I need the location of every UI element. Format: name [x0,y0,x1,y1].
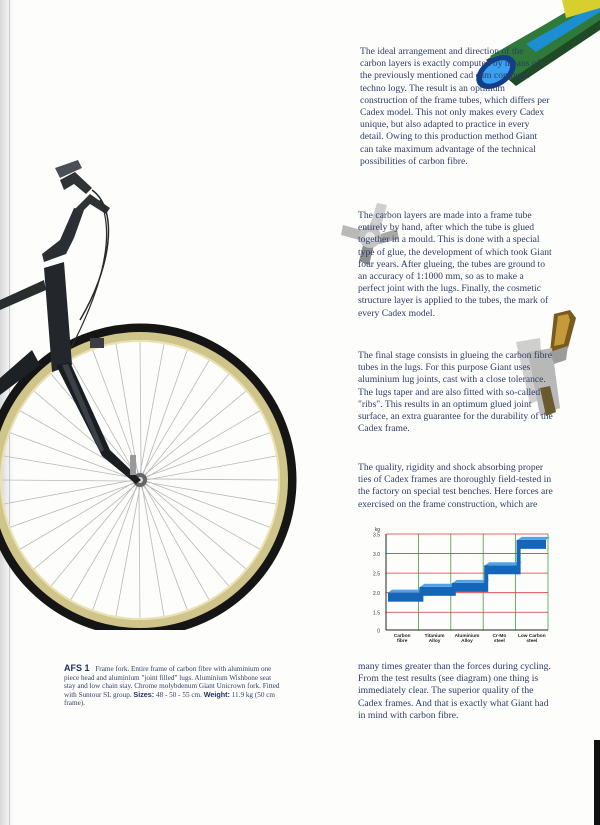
chart-bar-top [388,590,424,593]
chart-bar-riser [419,587,423,602]
paragraph-testing: The quality, rigidity and shock absorbing proper ties of Cadex frames are thoroughly field-tested in the factory on special test benches. Here forces are exercised on the frame construction, which are [358,462,553,510]
model-caption [64,664,284,708]
chart-bar [420,587,452,596]
wheel-spoke [144,391,246,475]
wheel-spoke [20,482,134,549]
chart-bar [518,540,546,549]
bicycle-image [0,150,320,630]
sizes-label: Sizes: [133,689,155,699]
paragraph-carbon-layers: The ideal arrangement and direction of the carbon layers is exactly computed by means of the previously mentioned cad cam computer techno logy. The result is an optimum construction of the frame tubes, which differs per Cadex model. This not only makes every Cadex unique, but also adapted to practice in every detail. Owing to this production method Giant can take maximum advantage of the technical possibilities of carbon fibre. [360,46,550,167]
wheel-spoke [2,480,134,481]
wheel-spoke [146,411,260,478]
weight-value: 11.9 kg (50 cm frame). [64,690,275,708]
wheel-spoke [71,486,138,600]
weight-label: Weight: [203,689,230,699]
chart-y-tick-label: 0 [377,628,380,635]
chart-y-tick-label: 2.5 [373,571,380,578]
weight-comparison-chart [358,522,570,652]
sizes-value: 48 - 50 - 55 cm. [156,690,202,699]
model-name: AFS 1 [64,663,90,673]
caption-body: Frame fork. Entire frame of carbon fibre with aluminium one piece head and aluminium "joint filled" lugs. Aluminium Wishbone seat stay and low chain stay. Chrome molybdenum Giant Unicrown fork. Fitted with Suntour SL group. [64,665,280,699]
chart-y-axis-label: kg [374,527,380,533]
chart-x-tick-label: Alloy [428,639,441,644]
chart-x-tick-label: steel [526,639,538,644]
paragraph-gluing: The final stage consists in glueing the carbon fibre tubes in the lugs. For this purpose Giant uses aluminium lug joints, cast with a close tolerance. The lugs taper and are also fitted with so-called "ribs". This results in an optimum glued joint surface, an extra guarantee for the durability of the Cadex frame. [358,350,553,435]
wheel-spoke [143,350,187,474]
wheel-spoke [4,480,134,504]
chart-bar-riser [517,540,521,574]
chart-x-tick-label: Cr-Mo [492,634,507,639]
wheel-spoke [140,342,141,474]
chart-x-tick-label: Carbon [393,634,411,639]
chart-bar-riser [484,565,488,592]
chart-x-tick-label: Titanium [424,634,445,639]
wheel-spoke [10,483,134,527]
wheel-spoke [145,374,229,476]
wheel-spoke [142,360,209,474]
wheel-spoke [140,344,164,474]
chart-bar-top [518,537,550,540]
wheel-spoke [145,483,246,569]
chart-x-tick-label: Aluminium [454,634,480,639]
chart-bar-top [485,562,521,565]
wheel-spoke [143,485,229,586]
paragraph-conclusion: many times greater than the forces during cycling. From the test results (see diagram) one thing is immediately clear. The superior quality of the Cadex frames. And that is exactly what Giant had in mind with carbon fibre. [358,661,551,721]
wheel-spoke [142,486,164,616]
wheel-spoke [34,485,136,569]
wheel-spoke [51,484,135,586]
wheel-spoke [146,479,278,480]
wheel-spoke [139,486,140,618]
chart-bar [485,565,517,574]
wheel-spoke [146,456,276,480]
chart-bar-top [420,584,456,587]
wheel-spoke [145,433,269,477]
chart-y-tick-label: 3.0 [373,552,380,559]
chart-x-tick-label: Low Carbon [517,634,546,639]
chart-x-tick-label: steel [493,639,505,644]
wheel-spoke [93,485,137,609]
chart-bar [388,593,420,602]
chart-bar [453,583,485,592]
chart-x-tick-label: Alloy [461,639,473,644]
chart-y-tick-label: 3.5 [373,532,380,539]
paragraph-manufacturing: The carbon layers are made into a frame tube entirely by hand, after which the tube is glued together in a mould. This is done with a special type of glue, the development of which took Giant four years. After glueing, the tubes are ground to an accuracy of 1:1000 mm, so as to make a perfect joint with the lugs. Finally, the cosmetic structure layer is applied to the tubes, the mark of every Cadex model. [358,210,552,319]
wheel-spoke [116,344,138,474]
chart-x-tick-label: fibre [396,639,408,644]
chart-y-tick-label: 2.0 [373,591,380,598]
chart-bar-riser [452,583,456,596]
chart-bar-top [453,580,489,583]
wheel-spoke [116,486,140,616]
scan-edge [594,740,600,825]
chart-y-tick-label: 1.5 [373,610,380,617]
wheel-spoke [146,482,276,504]
